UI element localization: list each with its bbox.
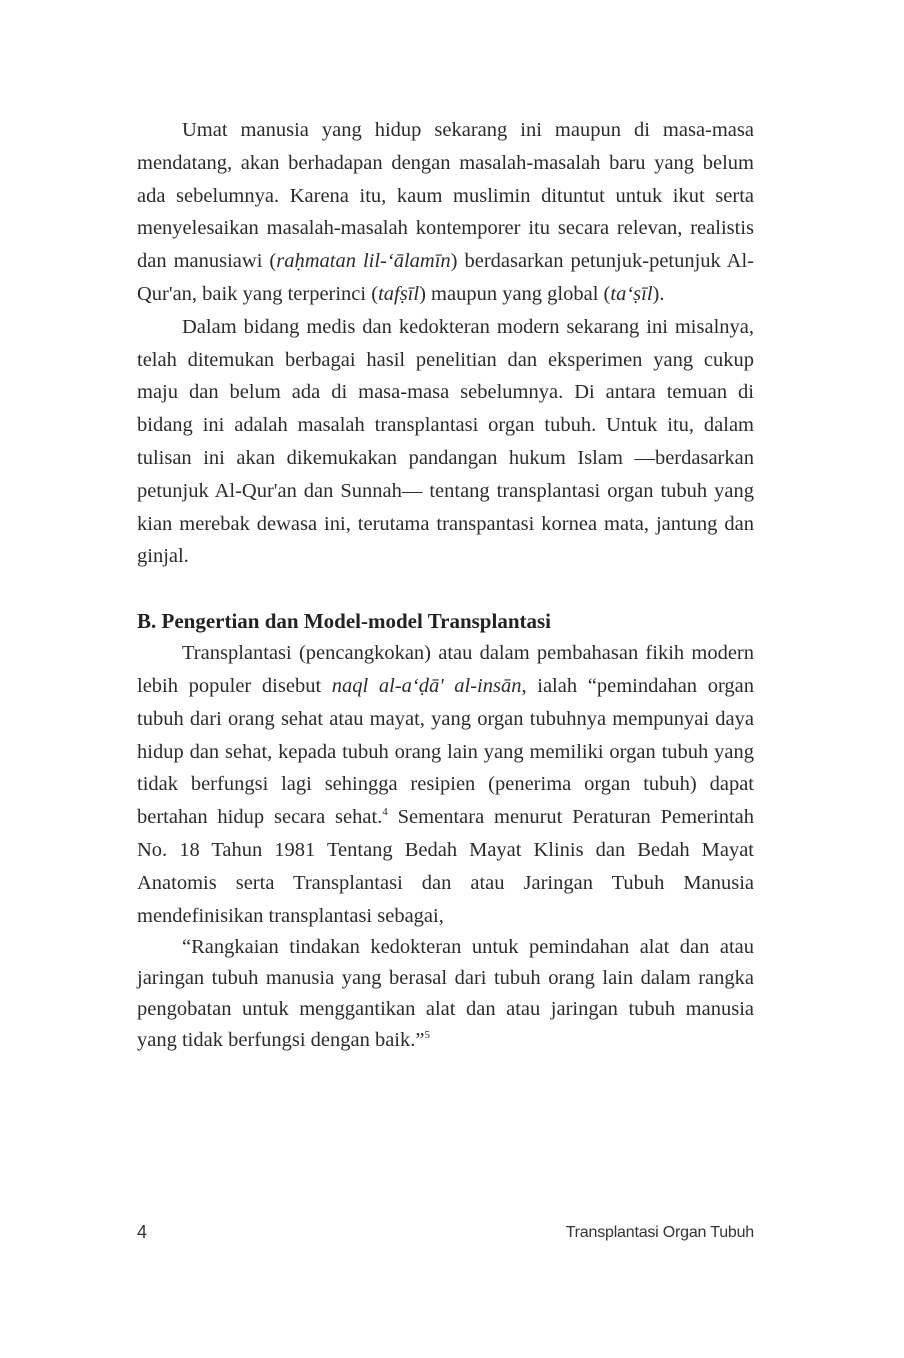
- page-number: 4: [137, 1222, 148, 1242]
- block-quote: [137, 932, 754, 1056]
- footnote-ref[interactable]: 4: [382, 806, 388, 819]
- paragraph-medical: [137, 311, 754, 573]
- block-quote-text: “Rangkaian tindakan kedokteran untuk pemindahan alat dan atau jaringan tubuh manusia yang berasal dari tubuh orang lain dalam rangka pengobatan untuk menggantikan alat dan atau jaringan tubuh manusia yang tidak berfungsi dengan baik.”: [137, 936, 754, 1052]
- paragraph-intro: [137, 114, 754, 311]
- text-run: Umat manusia yang hidup sekarang ini maupun di masa-masa mendatang, akan berhadapan dengan masalah-masalah baru yang belum ada sebelumnya. Karena itu, kaum muslimin dituntut untuk ikut serta menyelesaikan masalah-masalah kontemporer itu secara relevan, realistis dan manusiawi (: [137, 119, 754, 273]
- text-run: ) berdasarkan petunjuk-petunjuk Al-Qur'an, baik yang terperinci (: [137, 250, 754, 305]
- transliteration-term: tafṣīl: [378, 282, 420, 305]
- page-footer: [137, 1222, 754, 1246]
- section-heading: B. Pengertian dan Model-model Transplantasi: [137, 609, 552, 634]
- footnote-ref-5[interactable]: 5: [424, 1029, 430, 1042]
- text-run: ) maupun yang global (: [419, 282, 611, 305]
- section-spacer: [137, 573, 754, 605]
- transliteration-term: ta‘ṣīl: [610, 282, 653, 305]
- paragraph-definition: [137, 637, 754, 932]
- text-run: Sementara menurut Peraturan Pemerintah No. 18 Tahun 1981 Tentang Bedah Mayat Klinis dan Bedah Mayat Anatomis serta Transplantasi dan atau Jaringan Tubuh Manusia mendefinisikan transplantasi sebagai,: [137, 806, 754, 927]
- text-run: , ialah “pemindahan organ tubuh dari orang sehat atau mayat, yang organ tubuhnya mempunyai daya hidup dan sehat, kepada tubuh orang lain yang memiliki organ tubuh yang tidak berfungsi lagi sehingga resipien (penerima organ tubuh) dapat bertahan hidup secara sehat.: [137, 674, 754, 829]
- text-run: Transplantasi (pencangkokan) atau dalam pembahasan fikih modern lebih populer disebut: [137, 642, 754, 697]
- transliteration-term: naql al-a‘ḍā' al-insān: [331, 674, 522, 697]
- transliteration-term: raḥmatan lil-‘ālamīn: [276, 250, 451, 273]
- text-run: Dalam bidang medis dan kedokteran modern sekarang ini misalnya, telah ditemukan berbagai hasil penelitian dan eksperimen yang cukup maju dan belum ada di masa-masa sebelumnya. Di antara temuan di bidang ini adalah masalah transplantasi organ tubuh. Untuk itu, dalam tulisan ini akan dikemukakan pandangan hukum Islam —berdasarkan petunjuk Al-Qur'an dan Sunnah— tentang transplantasi organ tubuh yang kian merebak dewasa ini, terutama transpantasi kornea mata, jantung dan ginjal.: [137, 315, 754, 568]
- running-title: Transplantasi Organ Tubuh: [565, 1224, 754, 1241]
- page-body: [137, 114, 754, 1056]
- text-run: ).: [652, 282, 665, 305]
